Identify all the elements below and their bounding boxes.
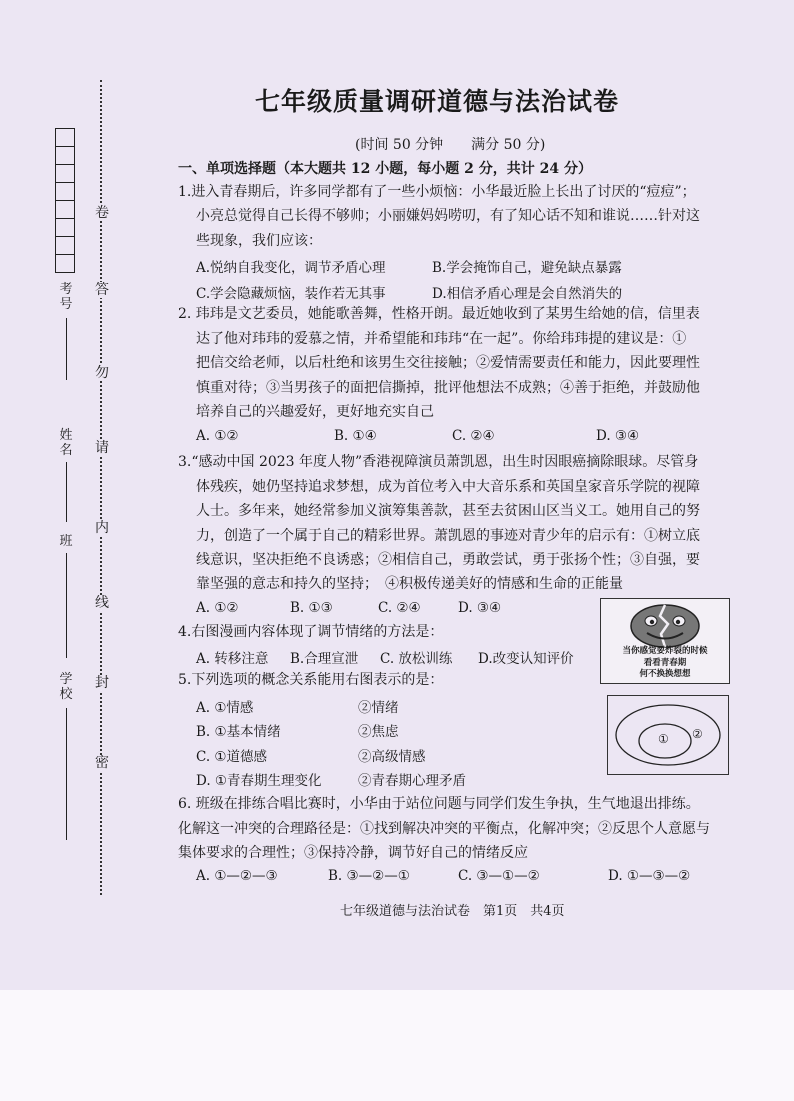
option-c[interactable]: C. ②④ (378, 600, 421, 616)
option-d[interactable]: D. ①—③—② (608, 868, 691, 884)
question-text: 慎重对待；③当男孩子的面把信撕掉，批评他想法不成熟；④善于拒绝，并鼓励他 (196, 380, 700, 396)
cartoon-caption: 看看青春期 (643, 658, 687, 668)
face-icon (601, 602, 729, 652)
exam-number-label: 考号 (59, 282, 73, 312)
option-c-2[interactable]: ②高级情感 (358, 749, 426, 765)
option-a[interactable]: A. ①② (196, 428, 239, 444)
option-b[interactable]: B. ①③ (290, 600, 333, 616)
option-b-2[interactable]: ②焦虑 (358, 724, 399, 740)
question-text: 力，创造了一个属于自己的精彩世界。萧凯恩的事迹对青少年的启示有：①树立底 (196, 528, 700, 544)
name-label: 姓名 (59, 428, 73, 458)
section-heading: 一、单项选择题（本大题共 12 小题，每小题 2 分，共计 24 分） (178, 161, 592, 177)
page-title: 七年级质量调研道德与法治试卷 (255, 87, 620, 116)
question-text: 小亮总觉得自己长得不够帅；小丽嫌妈妈唠叨，有了知心话不知和谁说……针对这 (196, 208, 700, 224)
venn-diagram (607, 695, 729, 775)
question-text: 线意识，坚决拒绝不良诱惑；②相信自己，勇敢尝试，勇于张扬个性；③自强，要 (196, 552, 700, 568)
option-c[interactable]: C.学会隐藏烦恼，装作若无其事 (196, 286, 386, 302)
option-a[interactable]: A. 转移注意 (196, 651, 269, 667)
question-text: 把信交给老师，以后杜绝和该男生交往接触；②爱情需要责任和能力，因此要理性 (196, 355, 700, 371)
question-text: 人士。多年来，她经常参加义演筹集善款，甚至去贫困山区当义工。她用自己的努 (196, 503, 700, 519)
option-d[interactable]: D. ③④ (596, 428, 640, 444)
option-d[interactable]: D.改变认知评价 (478, 651, 574, 667)
exam-number-line[interactable] (66, 318, 67, 380)
option-b[interactable]: B. ③—②—① (328, 868, 410, 884)
seal-char: 内 (95, 520, 109, 536)
school-line[interactable] (66, 708, 67, 840)
seal-char: 密 (95, 755, 109, 771)
question-text: 体残疾，她仍坚持追求梦想，成为首位考入中大音乐系和英国皇家音乐学院的视障 (196, 479, 700, 495)
scan-margin (0, 990, 794, 1101)
seal-char: 答 (95, 282, 109, 298)
seal-dotted-line (100, 80, 102, 895)
option-b[interactable]: B. ①④ (334, 428, 377, 444)
question-text: 5.下列选项的概念关系能用右图表示的是： (178, 672, 444, 688)
cartoon-caption: 何不换换想想 (639, 669, 691, 679)
option-d-2[interactable]: ②青春期心理矛盾 (358, 773, 466, 789)
option-b[interactable]: B. ①基本情绪 (196, 724, 281, 740)
option-b[interactable]: B.学会掩饰自己，避免缺点暴露 (432, 260, 622, 276)
venn-outer-label: ② (692, 727, 703, 741)
seal-char: 线 (95, 595, 109, 611)
option-a-2[interactable]: ②情绪 (358, 700, 399, 716)
question-text: 集体要求的合理性；③保持冷静，调节好自己的情绪反应 (178, 845, 528, 861)
cartoon-image (600, 598, 730, 684)
seal-char: 卷 (95, 205, 109, 221)
exam-info: (时间 50 分钟 满分 50 分) (355, 137, 546, 153)
option-c[interactable]: C. 放松训练 (380, 651, 453, 667)
seal-char: 封 (95, 675, 109, 691)
seal-char: 请 (95, 440, 109, 456)
question-text: 达了他对玮玮的爱慕之情，并希望能和玮玮“在一起”。你给玮玮提的建议是：① (196, 331, 687, 347)
cartoon-caption: 当你感觉要炸裂的时候 (622, 646, 708, 656)
class-label: 班 (59, 534, 73, 549)
question-text: 靠坚强的意志和持久的坚持； ④积极传递美好的情感和生命的正能量 (196, 576, 623, 592)
question-text: 些现象，我们应该： (196, 233, 322, 249)
option-c[interactable]: C. ①道德感 (196, 749, 268, 765)
page-footer: 七年级道德与法治试卷 第1页 共4页 (340, 904, 565, 919)
venn-inner-label: ① (658, 732, 669, 746)
school-label: 学校 (59, 672, 73, 702)
question-text: 4.右图漫画内容体现了调节情绪的方法是： (178, 624, 444, 640)
class-line[interactable] (66, 553, 67, 658)
option-a[interactable]: A. ①—②—③ (196, 868, 278, 884)
option-c[interactable]: C. ③—①—② (458, 868, 540, 884)
name-line[interactable] (66, 462, 67, 522)
question-text: 6. 班级在排练合唱比赛时，小华由于站位问题与同学们发生争执，生气地退出排练。 (178, 796, 700, 812)
question-text: 培养自己的兴趣爱好，更好地充实自己 (196, 404, 434, 420)
option-a[interactable]: A. ①情感 (196, 700, 254, 716)
option-c[interactable]: C. ②④ (452, 428, 495, 444)
option-d[interactable]: D. ③④ (458, 600, 502, 616)
question-text: 3.“感动中国 2023 年度人物”香港视障演员萧凯恩，出生时因眼癌摘除眼球。尽管身 (178, 454, 699, 470)
option-a[interactable]: A.悦纳自我变化，调节矛盾心理 (196, 260, 386, 276)
option-a[interactable]: A. ①② (196, 600, 239, 616)
question-text: 1.进入青春期后，许多同学都有了一些小烦恼：小华最近脸上长出了讨厌的“痘痘”； (178, 184, 696, 200)
question-text: 化解这一冲突的合理路径是：①找到解决冲突的平衡点，化解冲突；②反思个人意愿与 (178, 821, 710, 837)
seal-char: 勿 (95, 365, 109, 381)
exam-number-boxes[interactable] (55, 128, 75, 273)
question-text: 2. 玮玮是文艺委员，她能歌善舞，性格开朗。最近她收到了某男生给她的信，信里表 (178, 306, 700, 322)
option-b[interactable]: B.合理宣泄 (290, 651, 359, 667)
option-d[interactable]: D. ①青春期生理变化 (196, 773, 322, 789)
option-d[interactable]: D.相信矛盾心理是会自然消失的 (432, 286, 623, 302)
